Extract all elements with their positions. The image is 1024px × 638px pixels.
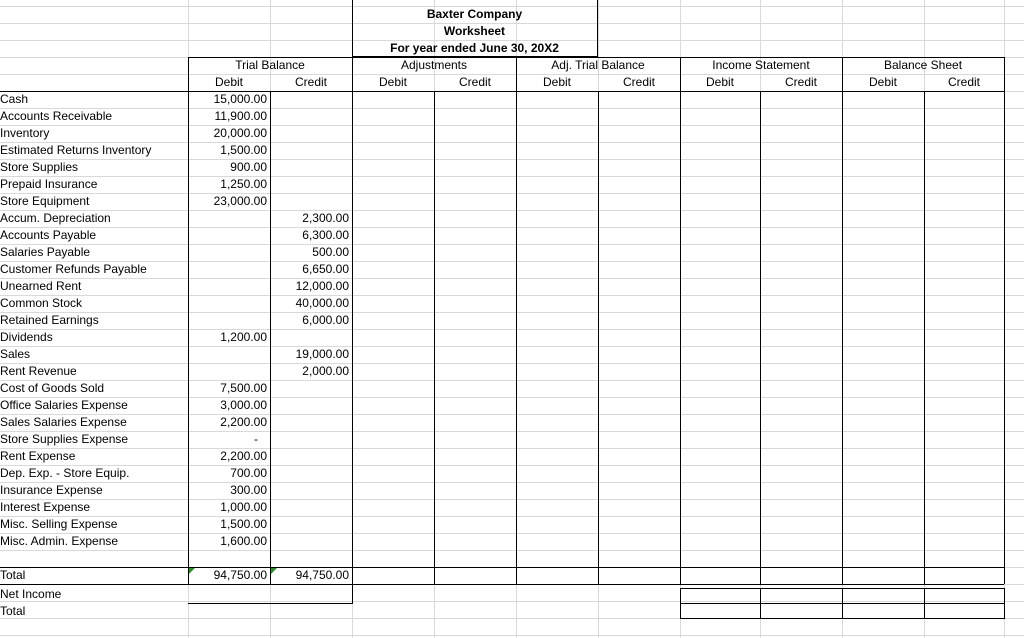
net-income-box-side [352,584,353,603]
trial-balance-credit[interactable]: 12,000.00 [295,279,349,293]
account-name[interactable]: Interest Expense [0,500,91,514]
account-name[interactable]: Prepaid Insurance [0,177,98,191]
account-name[interactable]: Sales Salaries Expense [0,415,127,429]
account-name[interactable]: Retained Earnings [0,313,99,327]
is-bs-total-bottom [680,618,1005,619]
account-name[interactable]: Sales [0,347,31,361]
trial-balance-debit[interactable]: 20,000.00 [213,126,267,140]
account-name[interactable]: Accum. Depreciation [0,211,111,225]
trial-balance-debit[interactable]: 15,000.00 [213,92,267,106]
credit-column-header: Credit [784,75,817,89]
trial-balance-debit[interactable]: 1,500.00 [220,143,267,157]
account-name[interactable]: Office Salaries Expense [0,398,128,412]
account-name[interactable]: Store Supplies Expense [0,432,129,446]
trial-balance-debit[interactable]: 1,500.00 [220,517,267,531]
column-group-header: Income Statement [712,58,810,72]
account-name[interactable]: Store Supplies [0,160,79,174]
trial-balance-debit[interactable]: 1,000.00 [220,500,267,514]
trial-balance-credit[interactable]: 2,000.00 [302,364,349,378]
trial-balance-debit[interactable]: 2,200.00 [220,449,267,463]
column-border [1004,91,1005,584]
is-bs-box-divider [1004,588,1005,618]
trial-balance-debit[interactable]: 3,000.00 [220,398,267,412]
trial-balance-debit[interactable]: 1,250.00 [220,177,267,191]
trial-balance-credit[interactable]: 6,300.00 [302,228,349,242]
account-name[interactable]: Dep. Exp. - Store Equip. [0,466,130,480]
column-border [760,91,761,584]
account-name[interactable]: Unearned Rent [0,279,82,293]
trial-balance-debit[interactable]: 1,600.00 [220,534,267,548]
account-name[interactable]: Accounts Payable [0,228,97,242]
column-group-header: Balance Sheet [883,58,963,72]
column-border [598,91,599,584]
account-name[interactable]: Cost of Goods Sold [0,381,105,395]
trial-balance-debit[interactable]: 11,900.00 [214,109,267,123]
total-label: Total [0,568,26,582]
column-border [842,91,843,584]
column-border [516,91,517,584]
company-title: Baxter Company [426,7,523,21]
trial-balance-credit[interactable]: 19,000.00 [295,347,349,361]
period-title: For year ended June 30, 20X2 [390,41,559,55]
account-name[interactable]: Inventory [0,126,50,140]
trial-balance-credit[interactable]: 6,650.00 [302,262,349,276]
account-name[interactable]: Misc. Selling Expense [0,517,118,531]
worksheet-title: Worksheet [443,24,506,38]
trial-balance-debit[interactable]: 300.00 [230,483,267,497]
debit-column-header: Debit [378,75,407,89]
is-bs-box-divider [924,588,925,618]
credit-column-header: Credit [622,75,655,89]
account-name[interactable]: Common Stock [0,296,83,310]
trial-balance-debit[interactable]: 7,500.00 [220,381,267,395]
credit-column-header: Credit [458,75,491,89]
trial-credit-total[interactable]: 94,750.00 [295,568,349,582]
trial-balance-credit[interactable]: 40,000.00 [295,296,349,310]
account-name[interactable]: Estimated Returns Inventory [0,143,152,157]
trial-balance-debit[interactable]: 700.00 [230,466,267,480]
column-group-header: Trial Balance [235,58,305,72]
account-name[interactable]: Store Equipment [0,194,90,208]
debit-column-header: Debit [705,75,734,89]
column-group-header: Adjustments [400,58,468,72]
net-income-box-bottom [188,603,353,604]
account-name[interactable]: Insurance Expense [0,483,103,497]
trial-balance-debit[interactable]: 900.00 [230,160,267,174]
column-border [188,91,189,584]
credit-column-header: Credit [947,75,980,89]
final-total-label: Total [0,604,26,618]
title-border-right [597,0,598,57]
debit-column-header: Debit [214,75,243,89]
trial-balance-debit[interactable]: 1,200.00 [220,330,267,344]
trial-balance-credit[interactable]: 2,300.00 [302,211,349,225]
account-name[interactable]: Misc. Admin. Expense [0,534,119,548]
is-bs-box-divider [680,588,681,618]
trial-balance-debit[interactable]: - [254,432,258,446]
account-name[interactable]: Accounts Receivable [0,109,113,123]
trial-balance-debit[interactable]: 2,200.00 [220,415,267,429]
error-indicator-icon [271,568,277,574]
account-name[interactable]: Salaries Payable [0,245,91,259]
gridline-row [0,550,1024,551]
trial-balance-debit[interactable]: 23,000.00 [213,194,267,208]
trial-debit-total[interactable]: 94,750.00 [213,568,267,582]
gridline-row [0,635,1024,636]
column-border [924,91,925,584]
trial-balance-credit[interactable]: 6,000.00 [302,313,349,327]
account-name[interactable]: Rent Revenue [0,364,77,378]
error-indicator-icon [189,568,195,574]
account-name[interactable]: Customer Refunds Payable [0,262,147,276]
debit-column-header: Debit [542,75,571,89]
account-name[interactable]: Dividends [0,330,53,344]
account-name[interactable]: Cash [0,92,29,106]
column-group-header: Adj. Trial Balance [551,58,645,72]
column-border [352,91,353,584]
total-border-bottom [0,584,1004,585]
is-bs-box-divider [760,588,761,618]
header-group-divider [1004,57,1005,91]
account-name[interactable]: Rent Expense [0,449,76,463]
column-border [434,91,435,584]
column-border [270,91,271,584]
debit-column-header: Debit [868,75,897,89]
net-income-label: Net Income [0,587,62,601]
trial-balance-credit[interactable]: 500.00 [312,245,349,259]
credit-column-header: Credit [294,75,327,89]
column-border [680,91,681,584]
is-bs-box-divider [842,588,843,618]
